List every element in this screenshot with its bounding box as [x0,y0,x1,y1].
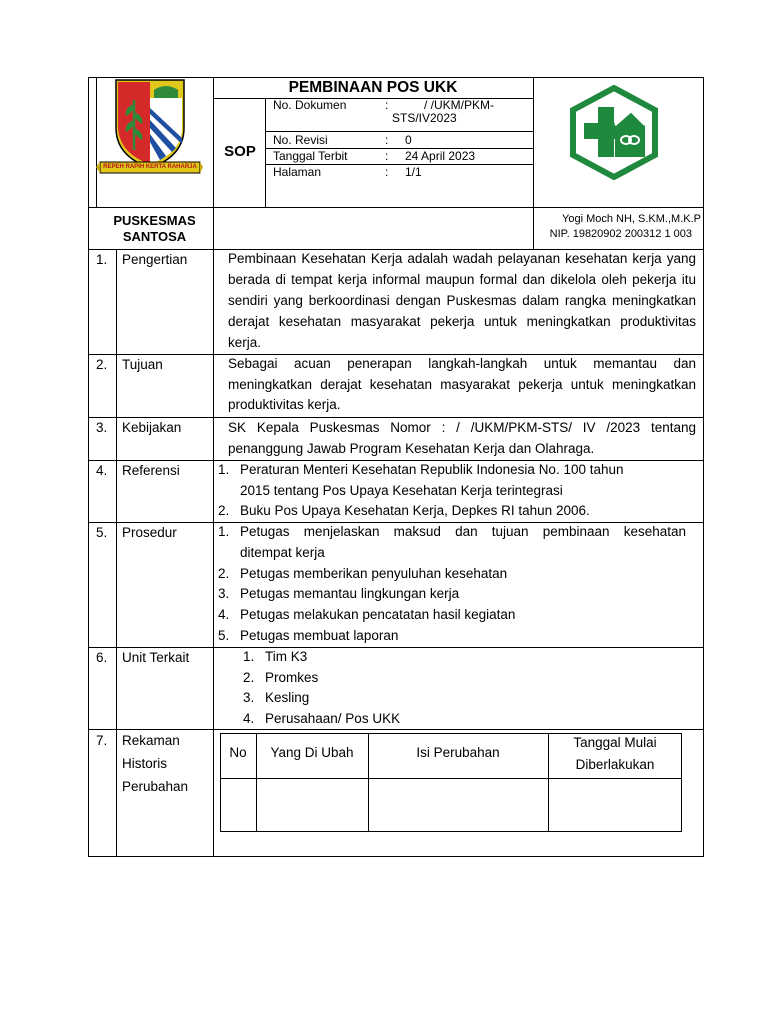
field-label-no-revisi: No. Revisi [273,133,328,147]
tujuan-line: Sebagai acuan penerapan langkah-langkah untuk memantau dan [228,356,696,371]
row-line-5 [88,647,704,648]
section-label-unit-terkait: Unit Terkait [122,650,190,665]
prosedur-item-text: Petugas melakukan pencatatan hasil kegiatan [240,607,516,622]
unit-item-number: 3. [243,690,255,705]
emblem-motto: REPEH RAPIH KERTA RAHARJA [103,164,197,170]
puskesmas-logo [565,85,663,180]
field-line-1 [265,131,533,132]
section-number: 6. [96,650,108,665]
unit-item-text: Promkes [265,670,319,685]
field-label-no-dokumen: No. Dokumen [273,98,347,112]
field-value-no-revisi: 0 [405,133,412,147]
kebijakan-line: penanggung Jawab Program Kesehatan Kerja dan Olahraga. [228,441,595,456]
section-label-rekaman: Rekaman [122,733,180,748]
pengertian-line: berada di tempat kerja informal maupun formal dan dikelola oleh pekerja itu [228,272,696,287]
revision-header-tanggal-mulai: Tanggal Mulai [573,735,657,750]
field-value-halaman: 1/1 [405,165,422,179]
unit-item-number: 4. [243,711,255,726]
prosedur-item-text: Petugas memberikan penyuluhan kesehatan [240,566,508,581]
row-line-6 [88,729,704,730]
field-sep-tanggal-terbit: : [385,149,389,163]
border-bottom [88,856,704,857]
kebijakan-line: SK Kepala Puskesmas Nomor : / /UKM/PKM-STS/ IV /2023 tentang [228,420,696,435]
pengertian-line: Pembinaan Kesehatan Kerja adalah wadah pelayanan kesehatan kerja yang [228,251,696,266]
section-label-pengertian: Pengertian [122,252,188,267]
section-number: 2. [96,357,108,372]
field-sep-no-dokumen: : [385,98,389,112]
referensi-item-text: 2015 tentang Pos Upaya Kesehatan Kerja terintegrasi [240,483,563,498]
prosedur-item-number: 3. [218,586,230,601]
unit-item-text: Tim K3 [265,649,308,664]
header-mid-line [88,207,704,208]
signer-nip: NIP. 19820902 200312 1 003 [549,228,692,240]
sop-label: SOP [224,143,256,160]
field-label-halaman: Halaman [273,165,322,179]
org-name-line1: PUSKESMAS [113,213,196,228]
field-sep-halaman: : [385,165,389,179]
col-label-line [213,77,214,857]
section-number: 5. [96,525,108,540]
col-number-line [116,249,117,857]
pengertian-line: sendiri yang berkoordinasi dengan Puskesmas dalam rangka meningkatkan [228,293,696,308]
revision-header-yang-di-ubah: Yang Di Ubah [270,745,354,760]
section-label-tujuan: Tujuan [122,357,163,372]
row-line-2 [88,417,704,418]
referensi-item-number: 1. [218,462,230,477]
section-number: 7. [96,733,108,748]
section-label-kebijakan: Kebijakan [122,420,182,435]
border-right [703,77,704,857]
field-value-no-dokumen: / /UKM/PKM- [424,98,495,112]
document-title: PEMBINAAN POS UKK [288,79,458,96]
tujuan-line: produktivitas kerja. [228,397,341,412]
org-name-line2: SANTOSA [122,229,187,244]
revision-header-no: No [229,745,247,760]
revision-header-isi-perubahan: Isi Perubahan [416,745,500,760]
regional-emblem-logo [96,78,203,178]
prosedur-item-number: 1. [218,524,230,539]
section-label-prosedur: Prosedur [122,525,177,540]
signer-name: Yogi Moch NH, S.KM.,M.K.P [562,213,701,225]
prosedur-item-text: ditempat kerja [240,545,325,560]
unit-item-number: 1. [243,649,255,664]
section-number: 1. [96,252,108,267]
referensi-item-number: 2. [218,503,230,518]
prosedur-item-number: 5. [218,628,230,643]
unit-item-text: Kesling [265,690,310,705]
referensi-item-text: Buku Pos Upaya Kesehatan Kerja, Depkes RI tahun 2006. [240,503,590,518]
pengertian-line: kerja. [228,335,262,350]
prosedur-item-text: Petugas membuat laporan [240,628,399,643]
unit-item-text: Perusahaan/ Pos UKK [265,711,401,726]
field-sep-no-revisi: : [385,133,389,147]
prosedur-item-text: Petugas memantau lingkungan kerja [240,586,460,601]
unit-item-number: 2. [243,670,255,685]
prosedur-item-text: Petugas menjelaskan maksud dan tujuan pembinaan kesehatan [240,524,686,539]
pengertian-line: derajat kesehatan masyarakat pekerja untuk meningkatkan produktivitas [228,314,696,329]
field-value-no-dokumen-2: STS/IV2023 [392,111,457,125]
field-label-tanggal-terbit: Tanggal Terbit [273,149,348,163]
prosedur-item-number: 2. [218,566,230,581]
revision-table-header-line [220,778,682,779]
section-label-historis: Historis [122,756,168,771]
col-sop-line [265,98,266,207]
revision-header-diberlakukan: Diberlakukan [575,757,655,772]
referensi-item-text: Peraturan Menteri Kesehatan Republik Indonesia No. 100 tahun [240,462,624,477]
section-number: 4. [96,463,108,478]
border-left [88,77,89,857]
prosedur-item-number: 4. [218,607,230,622]
field-value-tanggal-terbit: 24 April 2023 [405,149,476,163]
tujuan-line: meningkatkan derajat kesehatan masyarakat pekerja untuk meningkatkan [228,377,696,392]
section-label-perubahan: Perubahan [122,779,189,794]
section-label-referensi: Referensi [122,463,180,478]
section-number: 3. [96,420,108,435]
